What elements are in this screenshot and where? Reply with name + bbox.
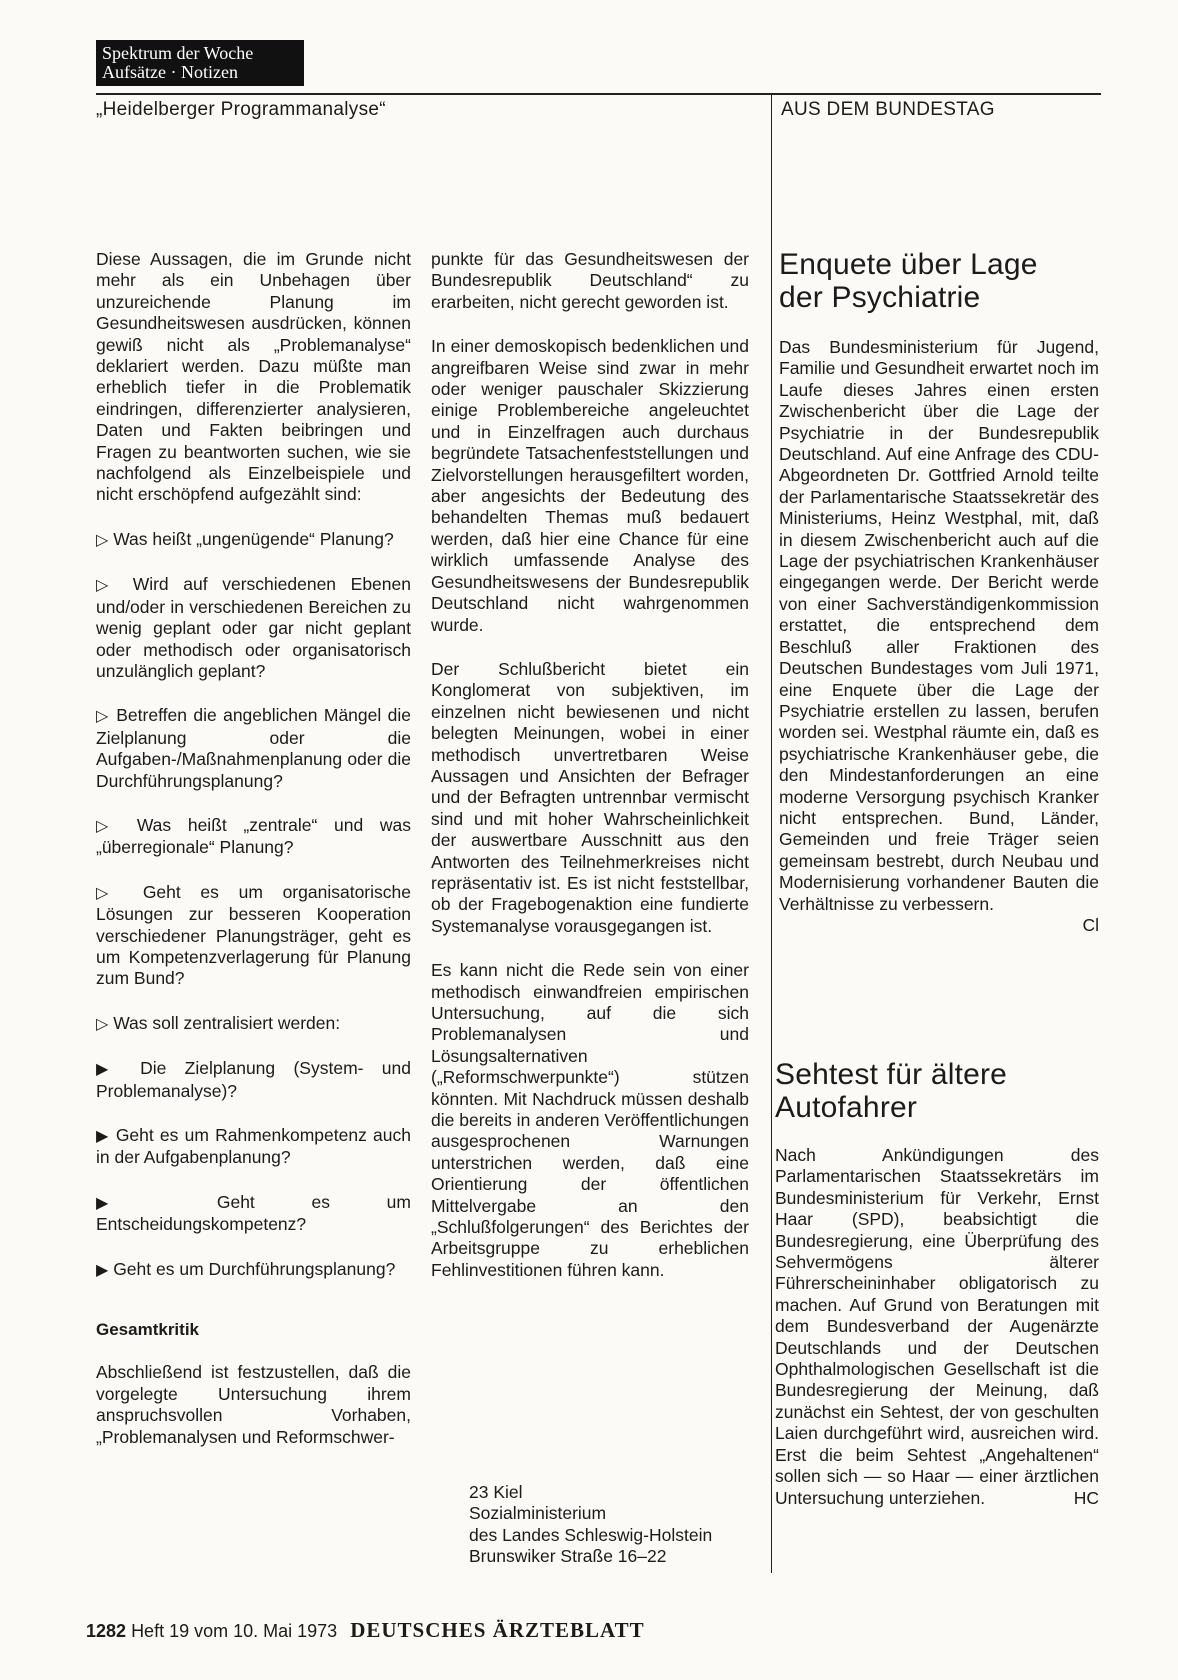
subquestion-item [96, 1058, 411, 1102]
question-item [96, 529, 411, 551]
subquestion-text: Die Zielplanung (System- und Problemanalyse)? [96, 1058, 411, 1101]
question-item [96, 705, 411, 792]
subquestion-item [96, 1259, 411, 1281]
paragraph: Abschließend ist festzustellen, daß die vorgelegte Untersuchung ihrem anspruchsvollen Vorhaben, „Problemanalysen und Reformschwer- [96, 1362, 411, 1447]
article-heading: Sehtest für ältere Autofahrer [775, 1058, 1008, 1124]
signature-row [779, 915, 1099, 936]
subquestion-item [96, 1192, 411, 1236]
column-2 [431, 249, 749, 1304]
filled-triangle-icon: ▶ [96, 1194, 161, 1212]
address-line: Sozialministerium [469, 1503, 607, 1524]
outline-triangle-icon: ▷ [96, 884, 124, 902]
filled-triangle-icon: ▶ [96, 1261, 109, 1279]
outline-triangle-icon: ▷ [96, 531, 109, 549]
question-text: Was heißt „zentrale“ und was „überregionale“ Planung? [96, 814, 411, 858]
filled-triangle-icon: ▶ [96, 1061, 122, 1079]
question-text: Wird auf verschiedenen Ebenen und/oder in verschiedenen Bereichen zu wenig geplant oder gar nicht geplant oder methodisch oder organisatorisch unzulänglich geplant? [96, 574, 411, 681]
outline-triangle-icon: ▷ [96, 577, 119, 595]
address-line: 23 Kiel [469, 1482, 523, 1502]
question-text: Was soll zentralisiert werden: [113, 1012, 341, 1033]
paragraph: Das Bundesministerium für Jugend, Familie und Gesundheit erwartet noch im Laufe dieses Jahres einen ersten Zwischenbericht über die Lage der Psychiatrie in der Bundesrepublik Deutschland. Auf eine Anfrage des CDU-Abgeordneten Dr. Gottfried Arnold teilte der Parlamentarische Staatssekretär des Ministeriums, Heinz Westphal, mit, daß in diesem Zwischenbericht auch auf die Lage der psychiatrischen Krankenhäuser eingegangen werde. Der Bericht werde von einer Sachverständigenkommission erstattet, die entsprechend dem Beschluß aller Fraktionen des Deutschen Bundestages vom Juli 1971, eine Enquete über die Lage der Psychiatrie erstellen zu lassen, berufen worden sei. Westphal räumte ein, daß es psychiatrische Krankenhäuser gebe, die den Mindestanforderungen an eine moderne Versorgung psychisch Kranker nicht entsprechen. Bund, Länder, Gemeinden und freie Träger seien gemeinsam bestrebt, durch Neubau und Modernisierung vorhandener Bauten die Verhältnisse zu verbessern. [779, 337, 1099, 914]
question-item [96, 1013, 411, 1035]
article-body [775, 1145, 1099, 1509]
paragraph: Es kann nicht die Rede sein von einer methodisch einwandfreien empirischen Untersuchung, auf die sich Problemanalysen und Lösungsalternativen („Reformschwerpunkte“) stützen könnten. Mit Nachdruck müssen deshalb die bereits in anderen Veröffentlichungen ausgesprochenen Warnungen unterstrichen werden, daß eine Orientierung der öffentlichen Mittelvergabe an den „Schlußfolgerungen“ des Berichtes der Arbeitsgruppe zu erheblichen Fehlinvestitionen führen kann. [431, 960, 749, 1280]
subquestion-text: Geht es um Durchführungsplanung? [113, 1258, 396, 1279]
signature: Cl [1082, 914, 1099, 935]
page-number: 1282 [86, 1621, 127, 1641]
header-rule [96, 93, 1101, 95]
author-address [469, 1482, 759, 1568]
subheading: Gesamtkritik [96, 1320, 199, 1340]
running-title: „Heidelberger Programmanalyse“ [96, 99, 386, 120]
outline-triangle-icon: ▷ [96, 708, 110, 726]
section-title: AUS DEM BUNDESTAG [781, 99, 995, 120]
question-text: Was heißt „ungenügende“ Planung? [113, 528, 394, 549]
column-rule [771, 95, 772, 1573]
question-text: Geht es um organisatorische Lösungen zur besseren Kooperation verschiedener Planungsträger, geht es um Kompetenzverlagerung für Planung zum Bund? [96, 881, 411, 989]
subquestion-text: Geht es um Rahmenkompetenz auch in der Aufgabenplanung? [96, 1125, 411, 1168]
section-line2: Aufsätze · Notizen [102, 62, 238, 82]
paragraph: punkte für das Gesundheitswesen der Bundesrepublik Deutschland“ zu erarbeiten, nicht gerecht geworden ist. [431, 249, 749, 312]
subquestion-text: Geht es um Entscheidungskompetenz? [96, 1191, 411, 1235]
subquestion-item [96, 1125, 411, 1169]
issue-info: Heft 19 vom 10. Mai 1973 [131, 1621, 338, 1641]
paragraph: Diese Aussagen, die im Grunde nicht mehr als ein Unbehagen über unzureichende Planung im Gesundheitswesen ausdrücken, können gewiß nicht als „Problemanalyse“ deklariert werden. Dazu müßte man erheblich tiefer in die Problematik eindringen, differenzierter analysieren, Daten und Fakten beibringen und Fragen zu beantworten suchen, wie sie nachfolgend als Einzelbeispiele und nicht erschöpfend aufgezählt sind: [96, 249, 411, 505]
outline-triangle-icon: ▷ [96, 817, 121, 835]
page-footer [86, 1618, 645, 1643]
question-item [96, 815, 411, 859]
article-heading: Enquete über Lage der Psychiatrie [779, 248, 1038, 314]
column-1 [96, 249, 411, 1471]
outline-triangle-icon: ▷ [96, 1015, 109, 1033]
article-body [779, 337, 1099, 936]
section-line1: Spektrum der Woche [102, 43, 254, 63]
question-item [96, 574, 411, 682]
question-item [96, 882, 411, 990]
filled-triangle-icon: ▶ [96, 1128, 110, 1145]
address-line: des Landes Schleswig-Holstein [469, 1524, 713, 1545]
paragraph: In einer demoskopisch bedenklichen und angreifbaren Weise sind zwar in mehr oder weniger pauschaler Skizzierung einige Problembereiche angeleuchtet und in Einzelfragen auch durchaus begründete Tatsachenfeststellungen und Zielvorstellungen herausgefiltert worden, aber angesichts der Bedeutung des behandelten Themas muß bedauert werden, daß hier eine Chance für eine wirklich umfassende Analyse des Gesundheitswesens der Bundesrepublik Deutschland nicht wahrgenommen wurde. [431, 336, 749, 635]
paragraph: Nach Ankündigungen des Parlamentarischen Staatssekretärs im Bundesministerium für Verkehr, Ernst Haar (SPD), beabsichtigt die Bundesregierung, eine Überprüfung des Sehvermögens älterer Führerscheininhaber obligatorisch zu machen. Auf Grund von Beratungen mit dem Bundesverband der Augenärzte Deutschlands und der Deutschen Ophthalmologischen Gesellschaft ist die Bundesregierung der Meinung, daß zunächst ein Sehtest, der von geschulten Laien durchgeführt wird, ausreichen wird. Erst die beim Sehtest „Angehaltenen“ sollen sich — so Haar — einer ärztlichen Untersuchung unterziehen. [775, 1145, 1099, 1508]
paragraph: Der Schlußbericht bietet ein Konglomerat von subjektiven, im einzelnen nicht bewiesenen und nicht belegten Meinungen, wobei in einer methodisch unvertretbaren Weise Aussagen und Ansichten der Befrager und der Befragten untrennbar vermischt sind und mit hoher Wahrscheinlichkeit der auswertbare Ausschnitt aus den Antworten des Teilnehmerkreises nicht repräsentativ ist. Es ist nicht feststellbar, ob der Fragebogenaktion eine fundierte Systemanalyse vorausgegangen ist. [431, 658, 749, 936]
section-badge [96, 40, 304, 86]
magazine-title: DEUTSCHES ÄRZTEBLATT [350, 1618, 645, 1642]
question-text: Betreffen die angeblichen Mängel die Zielplanung oder die Aufgaben-/Maßnahmenplanung oder die Durchführungsplanung? [96, 705, 412, 791]
address-line: Brunswiker Straße 16–22 [469, 1546, 667, 1567]
signature: HC [1073, 1487, 1099, 1508]
